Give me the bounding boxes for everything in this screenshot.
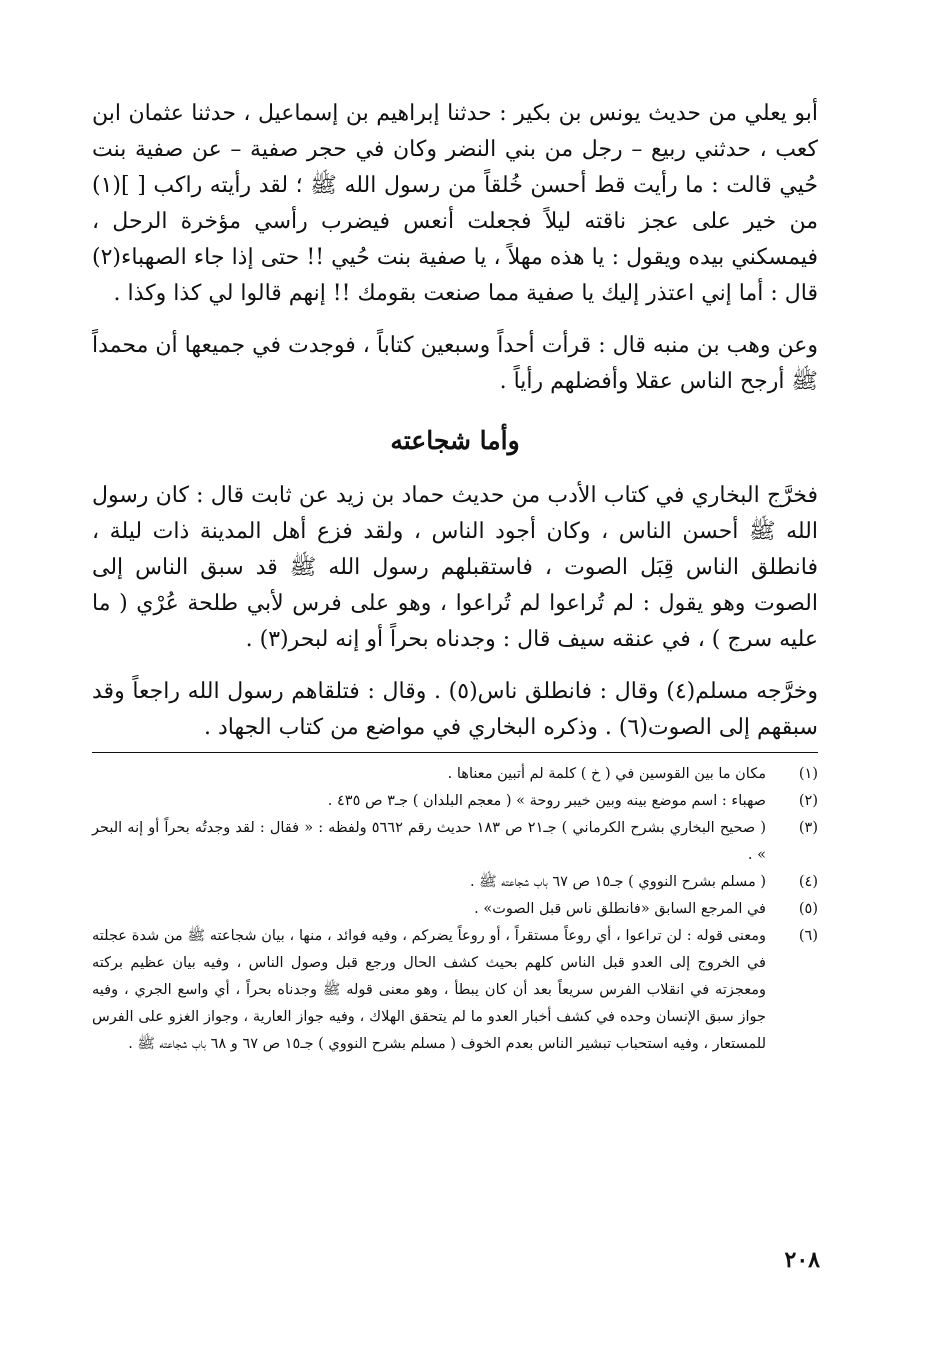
footnote [92,815,818,869]
page-number: ٢٠٨ [784,1247,820,1273]
footnote-text: ( مسلم بشرح النووي ) جـ١٥ ص ٦٧ باب شجاعته ﷺ . [469,874,766,890]
section-heading: وأما شجاعته [390,426,520,455]
intro-paragraph-2: وعن وهب بن منبه قال : قرأت أحداً وسبعين كتاباً ، فوجدت في جميعها أن محمداً ﷺ أرجح الناس عقلا وأفضلهم رأياً . [92,333,818,394]
footnote-text: ومعنى قوله : لن تراعوا ، أي روعاً مستقراً ، أو روعاً يضركم ، وفيه فوائد ، منها ، بيان شجاعته ﷺ من شدة عجلته في الخروج إلى العدو قبل الناس كلهم بحيث كشف الحال ورجع قبل وصول الناس ، وفيه بيان عظيم بركته ومعجزته في انقلاب الفرس سريعاً بعد أن كان يبطأ ، وهو معنى قوله ﷺ وجدناه بحراً ، أي واسع الجري ، وفيه جواز سبق الإنسان وحده في كشف أخبار العدو ما لم يتحقق الهلاك ، وفيه جواز العارية ، وجواز الغزو على الفرس للمستعار ، وفيه استحباب تبشير الناس بعدم الخوف ( مسلم بشرح النووي ) جـ١٥ ص ٦٧ و ٦٨ باب شجاعته ﷺ . [92,928,766,1052]
footnote-text: مكان ما بين القوسين في ( خ ) كلمة لم أتبين معناها . [447,766,766,782]
intro-paragraph-1: أبو يعلي من حديث يونس بن بكير : حدثنا إبراهيم بن إسماعيل ، حدثنا عثمان ابن كعب ، حدثني ربيع – رجل من بني النضر وكان في حجر صفية – عن صفية بنت حُيي قالت : ما رأيت قط أحسن خُلقاً من رسول الله ﷺ ؛ لقد رأيته راكب [ ](١) من خير على عجز ناقته ليلاً فجعلت أنعس فيضرب رأسي مؤخرة الرحل ، فيمسكني بيده ويقول : يا هذه مهلاً ، يا صفية بنت حُيي !! حتى إذا جاء الصهباء(٢) قال : أما إني اعتذر إليك يا صفية مما صنعت بقومك !! إنهم قالوا لي كذا وكذا . [92,101,818,306]
footnotes [92,761,818,1058]
main-paragraph-1: فخرَّج البخاري في كتاب الأدب من حديث حماد بن زيد عن ثابت قال : كان رسول الله ﷺ أحسن الناس ، وكان أجود الناس ، ولقد فزع أهل المدينة ذات ليلة ، فانطلق الناس قِبَل الصوت ، فاستقبلهم رسول الله ﷺ قد سبق الناس إلى الصوت وهو يقول : لم تُراعوا لم تُراعوا ، وهو على فرس لأبي طلحة عُرْي ( ما عليه سرج ) ، في عنقه سيف قال : وجدناه بحراً أو إنه لبحر(٣) . [92,483,818,652]
footnote-text: صهباء : اسم موضع بينه وبين خيبر روحة » ( معجم البلدان ) جـ٣ ص ٤٣٥ . [327,793,766,809]
footnote [92,869,818,896]
footnote-number: (١) [798,766,818,782]
footnote-number: (٤) [798,874,818,890]
book-page [92,96,818,1058]
footnote-number: (٣) [798,820,818,836]
footnote-text: ( صحيح البخاري بشرح الكرماني ) جـ٢١ ص ١٨٣ حديث رقم ٥٦٦٢ ولفظه : « فقال : لقد وجدتُه بحراً أو إنه البحر » . [92,820,766,863]
footnote-text: في المرجع السابق «فانطلق ناس قبل الصوت» . [474,901,766,917]
main-paragraph-2: وخرَّجه مسلم(٤) وقال : فانطلق ناس(٥) . وقال : فتلقاهم رسول الله راجعاً وقد سبقهم إلى الصوت(٦) . وذكره البخاري في مواضع من كتاب الجهاد . [92,679,818,740]
footnote-divider [92,752,818,753]
footnote [92,761,818,788]
footnote-number: (٢) [798,793,818,809]
footnote [92,923,818,1058]
footnote [92,788,818,815]
footnote-number: (٥) [798,901,818,917]
footnote-number: (٦) [798,928,818,944]
footnote [92,896,818,923]
